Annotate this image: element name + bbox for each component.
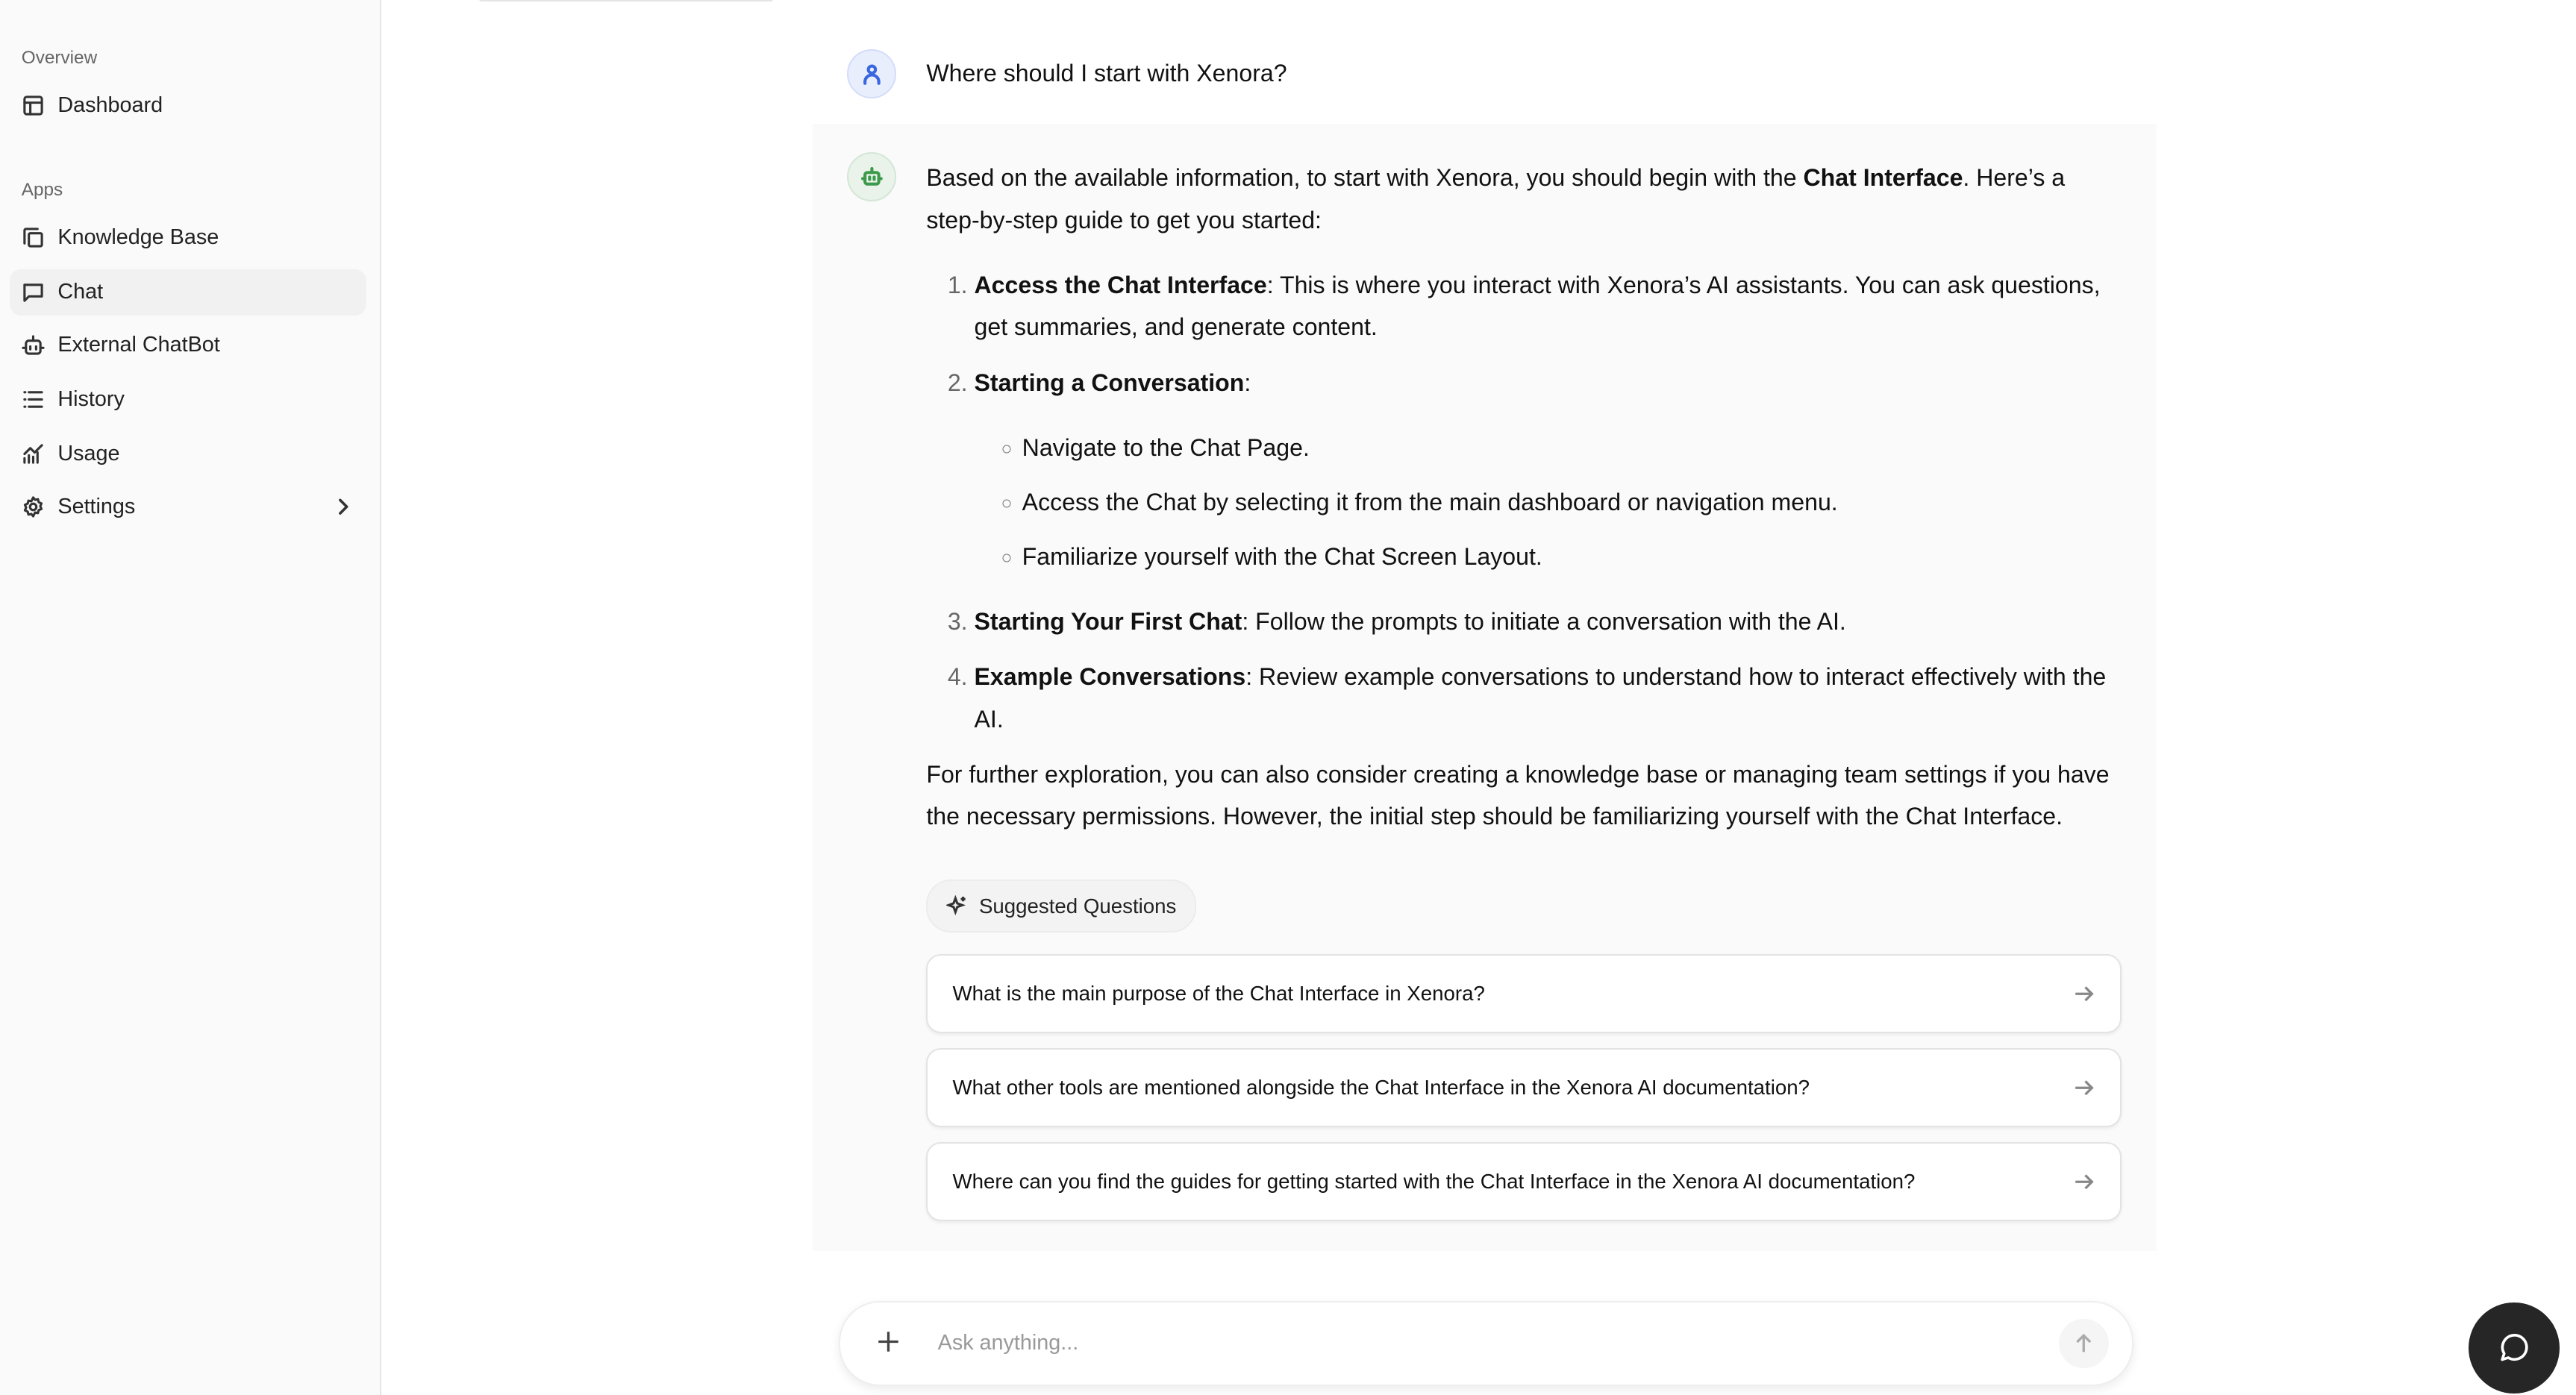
sidebar-item-label: External ChatBot <box>57 332 220 357</box>
sidebar-item-label: History <box>57 386 125 411</box>
suggested-questions-label <box>926 880 1195 932</box>
assistant-message <box>813 124 2157 1251</box>
arrow-right-icon <box>2074 1172 2094 1192</box>
list-item <box>975 656 2122 740</box>
arrow-up-icon <box>2074 1334 2094 1354</box>
sidebar-item-settings[interactable] <box>10 483 366 530</box>
chat-widget-button[interactable] <box>2469 1302 2560 1394</box>
suggested-question-text: Where can you find the guides for getting started with the Chat Interface in the Xenora AI documentation? <box>952 1170 1916 1194</box>
closing-paragraph: For further exploration, you can also consider creating a knowledge base or managing team settings if you have the necessary permissions. However, the initial step should be familiarizing yourself with the Chat Interface. <box>926 761 2110 830</box>
gear-icon <box>22 495 45 518</box>
sidebar-item-chat[interactable] <box>10 269 366 316</box>
bot-icon <box>861 166 883 187</box>
bullet-item: ◦ Navigate to the Chat Page. <box>1022 427 2122 468</box>
list-item <box>975 362 2122 578</box>
step-title: Example Conversations <box>974 663 1246 691</box>
step-title: Access the Chat Interface <box>974 272 1267 299</box>
chat-icon <box>22 280 45 304</box>
step-title: Starting Your First Chat <box>974 608 1242 636</box>
suggested-question-text: What is the main purpose of the Chat Interface in Xenora? <box>952 981 1485 1005</box>
suggested-question[interactable] <box>926 954 2122 1033</box>
arrow-right-icon <box>2074 984 2094 1004</box>
sidebar-item-label: Usage <box>57 442 120 465</box>
chart-icon <box>22 442 45 465</box>
step-title: Starting a Conversation <box>974 369 1245 396</box>
chat-composer <box>839 1301 2133 1387</box>
bot-icon <box>22 333 45 357</box>
sidebar-item-knowledge-base[interactable] <box>10 215 366 261</box>
sidebar <box>0 0 381 1395</box>
step-text: : Follow the prompts to initiate a conversation with the AI. <box>1242 608 1846 636</box>
book-icon <box>22 226 45 249</box>
user-avatar <box>847 49 896 98</box>
section-label-apps: Apps <box>21 180 63 201</box>
sidebar-item-label: Chat <box>57 280 104 304</box>
list-item <box>975 264 2122 348</box>
top-scroll-indicator <box>479 0 773 1</box>
message-circle-icon <box>2496 1329 2533 1366</box>
plus-icon[interactable] <box>877 1330 900 1353</box>
suggested-question[interactable] <box>926 1142 2122 1221</box>
sidebar-item-label: Settings <box>57 494 136 518</box>
list-icon <box>22 388 45 411</box>
user-icon <box>861 63 883 85</box>
bold-text: Chat Interface <box>1803 164 1963 192</box>
sidebar-item-label: Knowledge Base <box>57 225 219 250</box>
sidebar-item-label: Dashboard <box>57 93 163 118</box>
list-item <box>975 601 2122 642</box>
dashboard-icon <box>22 94 45 117</box>
step-text: : Review example conversations to understand how to interact effectively with the AI. <box>974 663 2107 733</box>
text: . Here’s a step-by-step guide to get you started: <box>926 164 2066 233</box>
bullet-list <box>975 427 2122 577</box>
suggested-question-text: What other tools are mentioned alongside the Chat Interface in the Xenora AI documentation? <box>952 1076 1810 1099</box>
sidebar-item-dashboard[interactable] <box>10 83 366 129</box>
intro-paragraph <box>926 157 2122 241</box>
chevron-right-icon <box>334 497 354 517</box>
sidebar-item-usage[interactable] <box>10 431 366 477</box>
bullet-item: ◦ Access the Chat by selecting it from the main dashboard or navigation menu. <box>1022 481 2122 523</box>
text: Based on the available information, to start with Xenora, you should begin with the <box>926 164 1804 192</box>
suggested-question[interactable] <box>926 1048 2122 1127</box>
chip-label: Suggested Questions <box>978 894 1177 918</box>
step-text: : This is where you interact with Xenora’s AI assistants. You can ask questions, get summaries, and generate content. <box>974 272 2101 341</box>
send-button[interactable] <box>2059 1319 2108 1368</box>
user-message: Where should I start with Xenora? <box>926 59 1287 87</box>
bullet-item: ◦ Familiarize yourself with the Chat Screen Layout. <box>1022 536 2122 577</box>
assistant-avatar <box>847 152 896 201</box>
steps-list <box>926 264 2122 740</box>
arrow-right-icon <box>2074 1078 2094 1098</box>
sidebar-item-external-chatbot[interactable] <box>10 322 366 368</box>
sparkle-icon <box>946 895 968 917</box>
step-text: : <box>1244 369 1251 396</box>
chat-input[interactable] <box>934 1322 2031 1365</box>
section-label-overview: Overview <box>21 48 98 69</box>
sidebar-item-history[interactable] <box>10 377 366 423</box>
assistant-message-body <box>926 157 2122 838</box>
